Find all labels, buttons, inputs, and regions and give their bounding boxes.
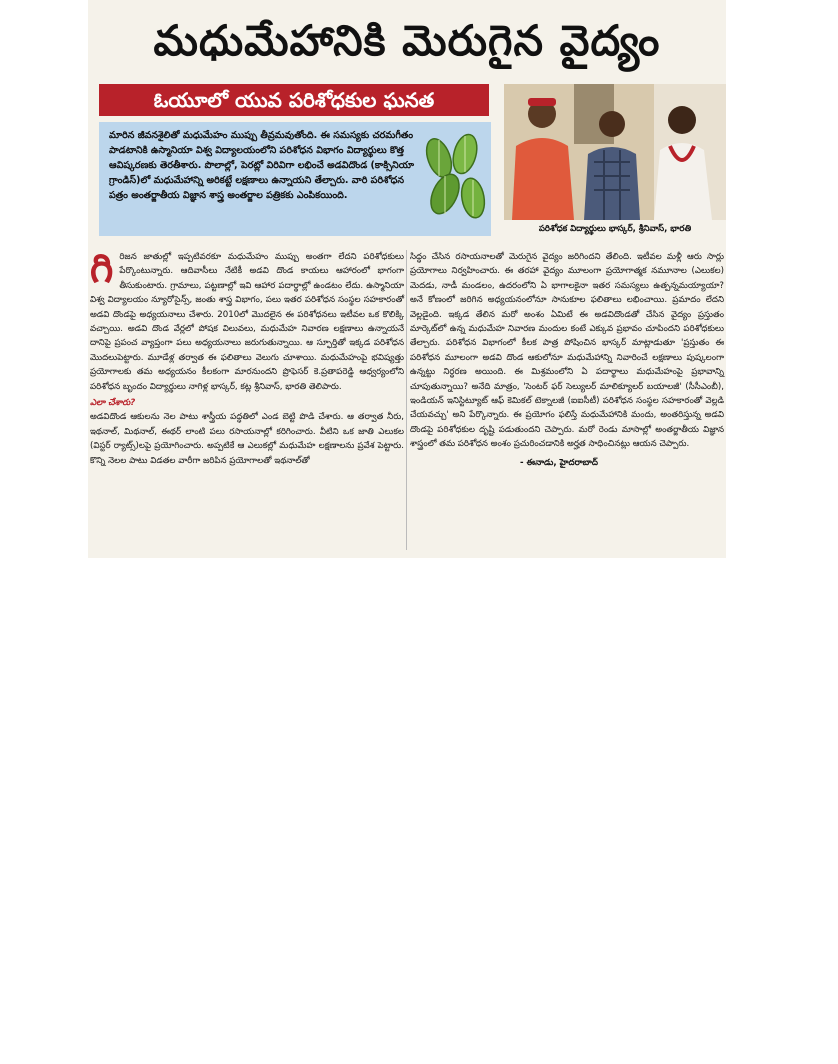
body-text-left: రిజన జాతుల్లో ఇప్పటివరకూ మధుమేహం ముప్పు అంతగా లేదని పరిశోధకులు పేర్కొంటున్నారు. ఆదివాసీలు నేటికీ అడవి దొండ కాయలు ఆహారంలో భాగంగా తీసుకుంటారు. గ్రామాలు, పట్టణాల్లో ఇవి ఆహార పదార్థాల్లో ఉండటం లేదు. ఉస్మానియా విశ్వ విద్యాలయం న్యూరోసైన్స్, జంతు శాస్త్ర విభాగం, పలు ఇతర పరిశోధన సంస్థల సహకారంతో అడవి దొండపై అధ్యయనాలు చేశారు. 2010లో మొదలైన ఈ పరిశోధనలు ఇటీవల ఒక కొలిక్కి వచ్చాయి. అడవి దొండ వేర్లలో పోషక విలువలు, మధుమేహ నివారణ లక్షణాలు ఉన్నాయనే దానిపై ప్రపంచ వ్యాప్తంగా పలు అధ్యయనాలు జరుగుతున్నాయి. ఆ స్ఫూర్తితో ఇక్కడ పరిశోధన మొదలుపెట్టారు. మూడేళ్ల తర్వాత ఈ ఫలితాలు వెలుగు చూశాయి. మధుమేహంపై భవిష్యత్తు ప్రయోగాలకు తమ అధ్యయనం కీలకంగా మారనుందని ప్రొఫెసర్ కె.ప్రతాపరెడ్డి ఆధ్వర్యంలోని పరిశోధన బృందం విద్యార్థులు నాగిళ్ల భాస్కర్, కట్ల శ్రీనివాస్, భారతి తెలిపారు.	[90, 252, 404, 392]
newspaper-clipping	[88, 0, 726, 558]
body-column-left	[90, 246, 404, 468]
body-column-right	[410, 250, 724, 470]
headline: మధుమేహానికి మెరుగైన వైద్యం	[153, 16, 661, 65]
body-text-left-2: అడవిదొండ ఆకులను నెల పాటు శాస్త్రీయ పద్ధతిలో ఎండ బెట్టి పొడి చేశారు. ఆ తర్వాత నీరు, ఇథనాల్, మిథనాల్, ఈథర్ లాంటి పలు రసాయనాల్లో కరిగించారు. వీటిని ఒక జాతి ఎలుకల (విస్టర్ ర్యాట్స్)లపై ప్రయోగించారు. అప్పటికే ఆ ఎలుకల్లో మధుమేహ లక్షణాలను ప్రవేశ పెట్టారు. కొన్ని నెలల పాటు విడతల వారీగా జరిపిన ప్రయోగాలతో ఇథనాల్‌తో	[90, 412, 404, 466]
column-divider	[406, 250, 407, 550]
intro-box	[99, 122, 491, 236]
drop-cap: గి	[90, 246, 114, 292]
researchers-photo	[504, 84, 726, 220]
intro-text: మారిన జీవనశైలితో మధుమేహం ముప్పు తీవ్రమవుతోంది. ఈ సమస్యకు చరమగీతం పాడటానికి ఉస్మానియా విశ్వ విద్యాలయంలోని పరిశోధన విభాగం విద్యార్థులు కొత్త ఆవిష్కరణకు తెరతీశారు. పొలాల్లో, పెరట్లో విరివిగా లభించే అడవిదొండ (కాక్సినియా గ్రాండిస్)లో మధుమేహాన్ని అరికట్టే లక్షణాలు ఉన్నాయని తేల్చారు. వారి పరిశోధన పత్రం అంతర్జాతీయ విజ్ఞాన శాస్త్ర అంతర్జాల పత్రికకు ఎంపికయింది.	[109, 130, 414, 201]
subheadline-banner: ఓయూలో యువ పరిశోధకుల ఘనత	[99, 84, 489, 116]
body-text-right: సిద్ధం చేసిన రసాయనాలతో మెరుగైన వైద్యం జరిగిందని తేలింది. ఇటీవల మళ్లీ ఆరు సార్లు ప్రయోగాలు నిర్వహించారు. ఈ తరహా వైద్యం మూలంగా ప్రయోగాత్మక నమూనాల (ఎలుకల) మెదడు, నాడీ మండలం, ఉదరంలోని ఏ భాగాలకైనా ఇతర సమస్యలు ఉత్పన్నమయ్యాయా? అనే కోణంలో జరిగిన అధ్యయనంలోనూ సానుకూల ఫలితాలు లభించాయి. ప్రమాదం లేదని వెల్లడైంది. ఇక్కడ తేలిన మరో అంశం ఏమిటే ఈ అడవిదొండతో చేసిన వైద్యం ప్రస్తుతం మార్కెట్‌లో ఉన్న మధుమేహ నివారణ మందుల కంటే ఎక్కువ ప్రభావం చూపిందని పరిశోధకులు తేల్చారు. పరిశోధన విభాగంలో కీలక పాత్ర పోషించిన భాస్కర్ మాట్లాడుతూ 'ప్రస్తుతం ఈ పరిశోధన మూలంగా అడవి దొండ ఆకులోనూ మధుమేహాన్ని నివారించే లక్షణాలు పుష్కలంగా ఉన్నట్టు నిర్ధరణ అయింది. ఈ మిశ్రమంలోని ఏ పదార్థాలు మధుమేహంపై ప్రభావాన్ని చూపుతున్నాయి? అనేది మాత్రం, 'సెంటర్ ఫర్ సెల్యులర్ మాలిక్యూలర్ బయాలజీ' (సీసీఎంబీ), ఇండియన్ ఇనిస్టిట్యూట్ ఆఫ్ కెమికల్ టెక్నాలజీ (ఐఐసీటీ) పరిశోధన సంస్థల సహకారంతో వెల్లడి చేయవచ్చు' అని పేర్కొన్నారు. ఈ ప్రయోగం ఫలిస్తే మధుమేహానికి మందు, అంతరిస్తున్న అడవి దొండపై పరిశోధకుల దృష్టి పడుతుందని చెప్పారు. మరో రెండు మాసాల్లో అంతర్జాతీయ విజ్ఞాన శాస్త్రంలో తమ పరిశోధన అంశం ప్రచురించడానికి అర్హత సాధించినట్లు ఆయన చెప్పారు.	[410, 252, 724, 450]
byline: - ఈనాడు, హైదరాబాద్	[520, 457, 598, 468]
section-subheading: ఎలా చేశారు?	[90, 398, 136, 409]
photo-caption: పరిశోధక విద్యార్థులు భాస్కర్, శ్రీనివాస్, భారతి	[538, 224, 692, 234]
ivy-gourd-image	[421, 128, 491, 232]
